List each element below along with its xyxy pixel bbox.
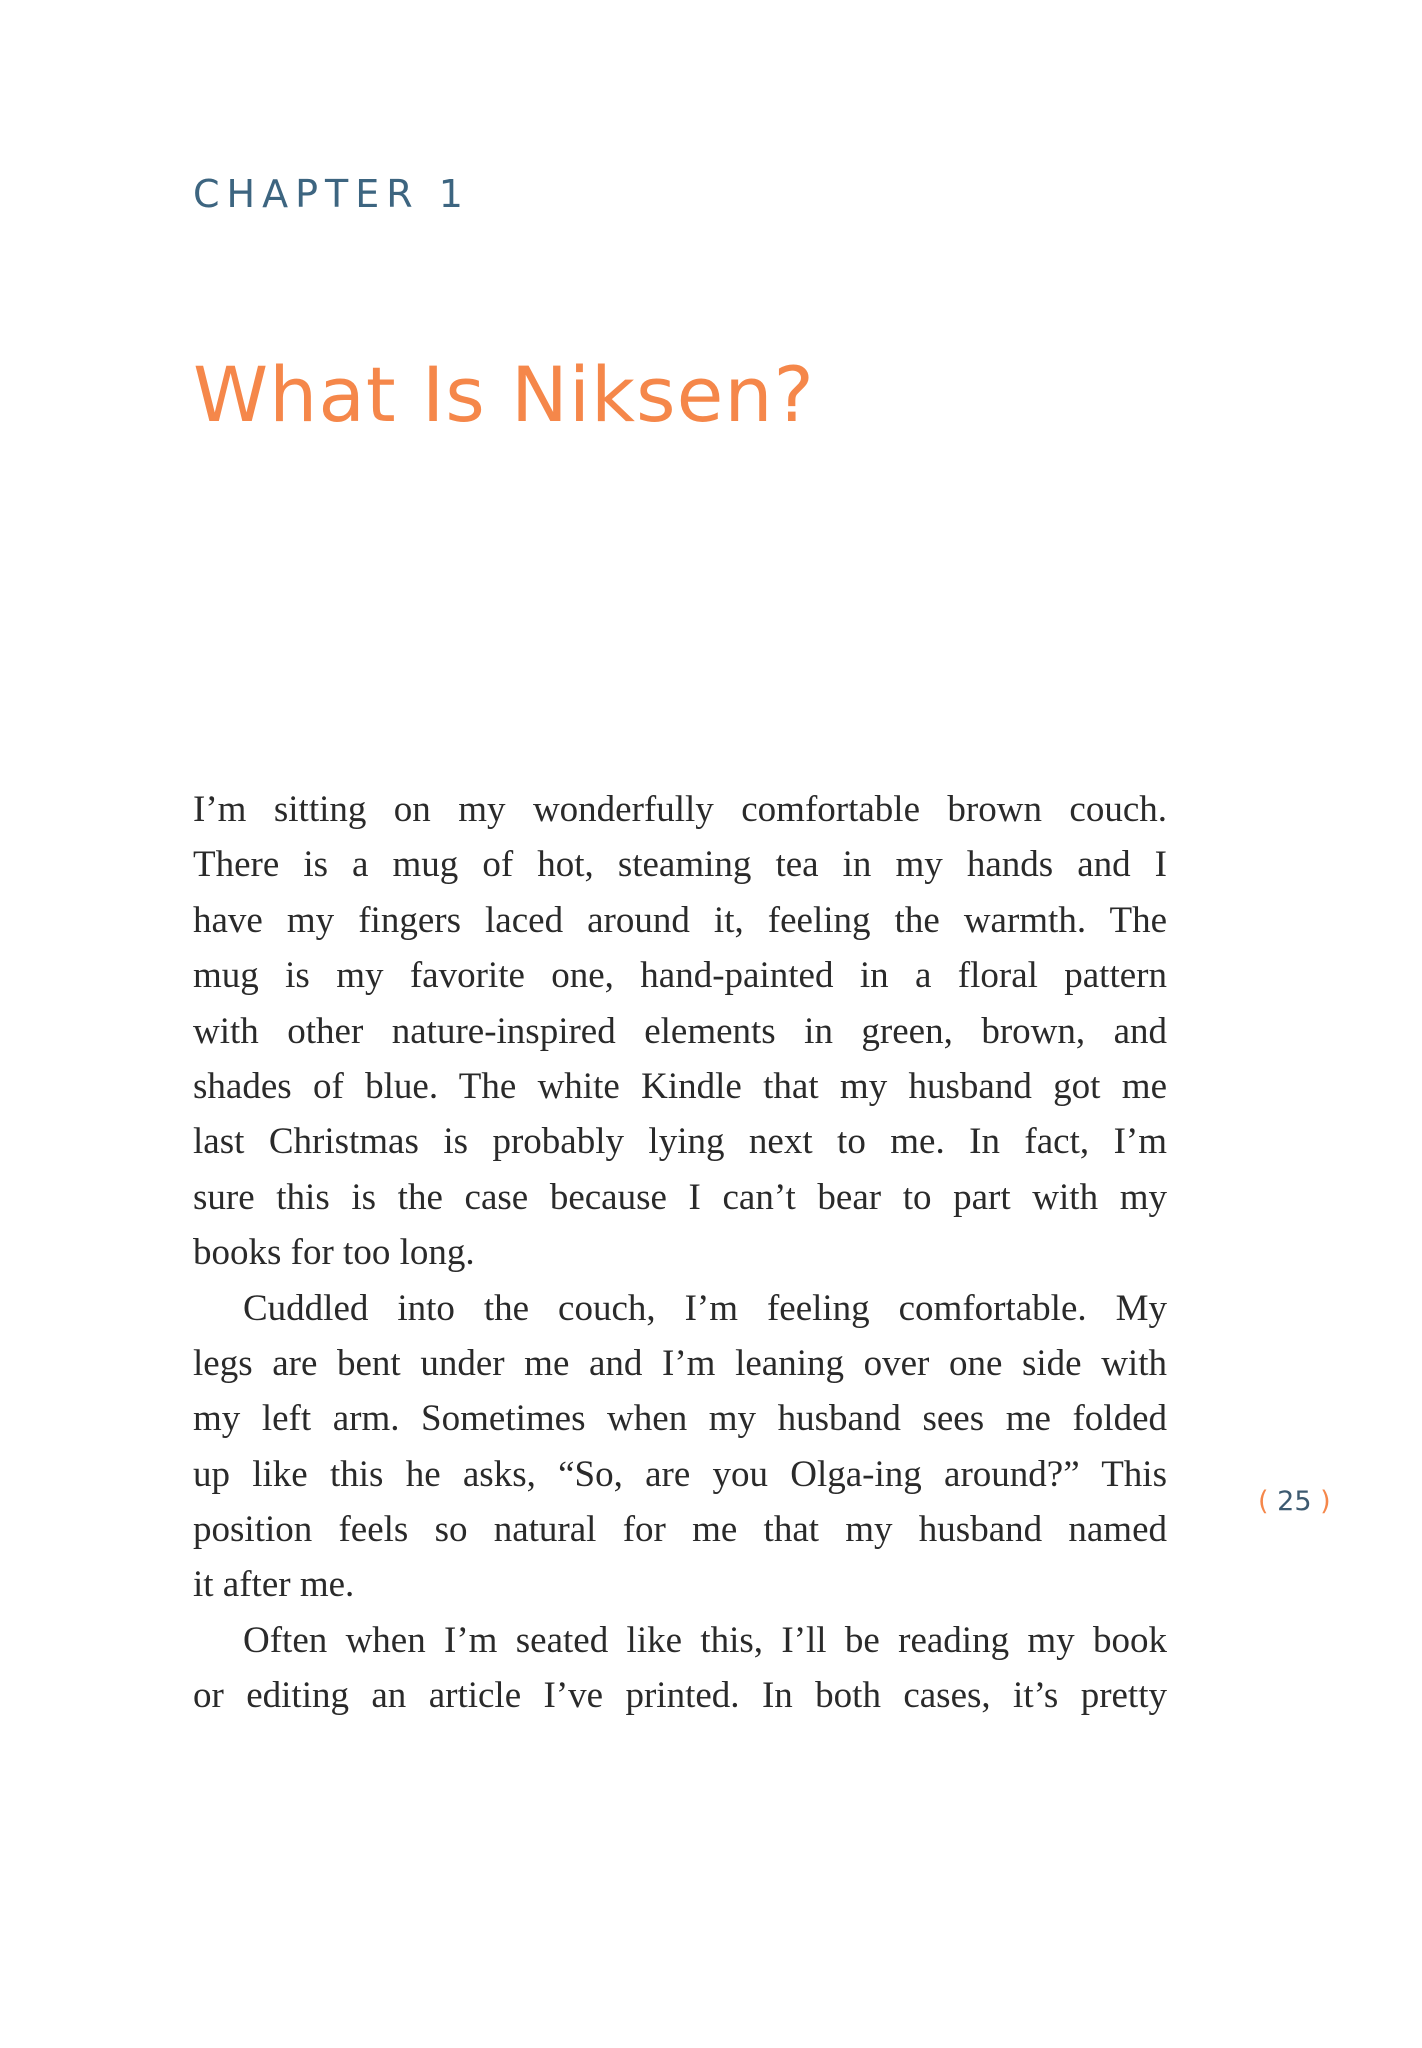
page-number-value: 25: [1277, 1486, 1312, 1517]
text-line: I’m sitting on my wonderfully comfortable brown couch.: [193, 789, 1167, 830]
text-line: Cuddled into the couch, I’m feeling comfortable. My: [243, 1287, 1167, 1329]
chapter-title: What Is Niksen?: [193, 350, 815, 439]
text-line: or editing an article I’ve printed. In both cases, it’s pretty: [193, 1675, 1167, 1717]
text-line: sure this is the case because I can’t bear to part with my: [193, 1176, 1167, 1218]
text-line: have my fingers laced around it, feeling the warmth. The: [193, 899, 1167, 941]
text-line: legs are bent under me and I’m leaning over one side with: [193, 1342, 1167, 1384]
text-line: my left arm. Sometimes when my husband sees me folded: [193, 1398, 1167, 1440]
text-line: with other nature-inspired elements in green, brown, and: [193, 1010, 1167, 1052]
page-number: [1258, 1486, 1331, 1517]
text-line: books for too long.: [193, 1232, 475, 1274]
text-line: up like this he asks, “So, are you Olga-ing around?” This: [193, 1453, 1167, 1495]
chapter-label: CHAPTER 1: [193, 172, 470, 216]
text-line: shades of blue. The white Kindle that my husband got me: [193, 1065, 1167, 1107]
page-number-close-paren: ): [1320, 1486, 1331, 1517]
text-line: mug is my favorite one, hand-painted in a floral pattern: [193, 955, 1167, 997]
page-number-open-paren: (: [1258, 1486, 1269, 1517]
text-line: Often when I’m seated like this, I’ll be reading my book: [243, 1619, 1167, 1661]
text-line: last Christmas is probably lying next to me. In fact, I’m: [193, 1121, 1167, 1163]
body-text: [193, 782, 1167, 1724]
text-line: position feels so natural for me that my husband named: [193, 1509, 1167, 1551]
text-line: it after me.: [193, 1564, 355, 1606]
text-line: There is a mug of hot, steaming tea in my hands and I: [193, 844, 1167, 886]
